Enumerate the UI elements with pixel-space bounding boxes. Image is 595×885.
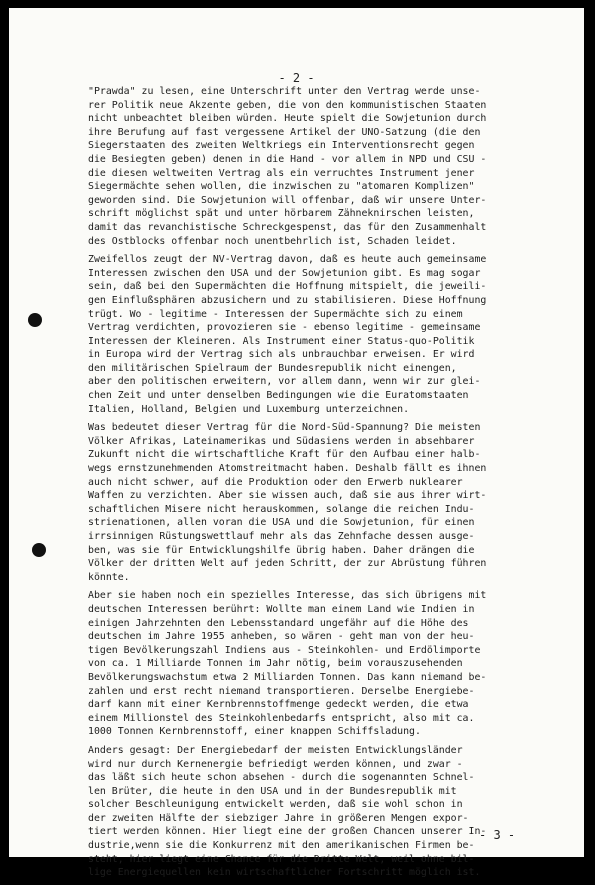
text-line: rer Politik neue Akzente geben, die von den kommunistischen Staaten (88, 99, 487, 111)
paragraph-1 (88, 85, 568, 248)
text-line: steht, hier liegt eine Chance für die Dritte Welt, weil ohne bil- (88, 853, 475, 865)
text-line: einem Millionstel des Steinkohlenbedarfs entspricht, also mit ca. (88, 712, 475, 724)
text-line: auch nicht schwer, auf die Produktion oder den Erwerb nuklearer (88, 476, 463, 488)
text-line: Was bedeutet dieser Vertrag für die Nord-Süd-Spannung? Die meisten (88, 422, 481, 434)
text-line: gen Einflußsphären abzusichern und zu stabilisieren. Diese Hoffnung (88, 294, 487, 306)
text-line: ihre Berufung auf fast vergessene Artikel der UNO-Satzung (die den (88, 126, 481, 138)
text-line: Völker der dritten Welt auf jeden Schritt, der zur Abrüstung führen (88, 558, 487, 570)
text-line: der zweiten Hälfte der siebziger Jahre in größeren Mengen expor- (88, 812, 469, 824)
text-line: des Ostblocks offenbar noch unentbehrlich ist, Schaden leidet. (88, 235, 457, 247)
page-number-footer: - 3 - (479, 828, 516, 842)
text-line: könnte. (88, 571, 130, 583)
punch-hole (28, 313, 42, 327)
text-line: ben, was sie für Entwicklungshilfe übrig haben. Daher drängen die (88, 544, 475, 556)
text-line: Völker Afrikas, Lateinamerikas und Südasiens werden in absehbarer (88, 435, 475, 447)
text-line: Italien, Holland, Belgien und Luxemburg unterzeichnen. (88, 403, 410, 415)
text-line: len Brüter, die heute in den USA und in der Bundesrepublik mit (88, 785, 457, 797)
text-line: in Europa wird der Vertrag sich als unbrauchbar erweisen. Er wird (88, 349, 475, 361)
text-line: schaftlichen Misere nicht herauskommen, solange die reichen Indu- (88, 503, 475, 515)
text-line: lige Energiequellen kein wirtschaftlicher Fortschritt möglich ist. (88, 867, 481, 879)
page-number-header: - 2 - (278, 71, 315, 85)
document-page (9, 8, 584, 879)
text-line: wegs ernstzunehmenden Atomstreitmacht haben. Deshalb fällt es ihnen (88, 463, 487, 475)
paragraph-2 (88, 253, 568, 416)
text-line: die diesen weltweiten Vertrag als ein verruchtes Instrument jener (88, 167, 475, 179)
text-line: einigen Jahrzehnten den Lebensstandard ungefähr auf die Höhe des (88, 617, 469, 629)
text-line: "Prawda" zu lesen, eine Unterschrift unter den Vertrag werde unse- (88, 86, 481, 97)
text-line: Siegerstaaten des zweiten Weltkriegs ein Interventionsrecht gegen (88, 140, 475, 152)
text-line: wird nur durch Kernenergie befriedigt werden können, und zwar - (88, 758, 463, 770)
text-line: den militärischen Spielraum der Bundesrepublik nicht einengen, (88, 362, 457, 374)
text-line: Interessen zwischen den USA und der Sowjetunion gibt. Es mag sogar (88, 267, 481, 279)
text-line: trügt. Wo - legitime - Interessen der Supermächte sich zu einem (88, 308, 463, 320)
text-line: tiert werden können. Hier liegt eine der großen Chancen unserer In- (88, 826, 487, 838)
text-line: irrsinnigen Rüstungswettlauf mehr als das Zehnfache dessen ausge- (88, 531, 475, 542)
text-line: strienationen, allen voran die USA und die Sowjetunion, für einen (88, 517, 475, 529)
text-line: zahlen und erst recht niemand transportieren. Derselbe Energiebe- (88, 685, 475, 697)
text-line: Vertrag verdichten, provozieren sie - ebenso legitime - gemeinsame (88, 322, 481, 334)
text-line: aber den politischen erweitern, vor allem dann, wenn wir zur glei- (88, 376, 481, 388)
text-line: tigen Bevölkerungszahl Indiens aus - Steinkohlen- und Erdölimporte (88, 644, 481, 656)
text-line: Siegermächte sehen wollen, die inzwischen zu "atomaren Komplizen" (88, 181, 475, 193)
text-line: Bevölkerungswachstum etwa 2 Milliarden Tonnen. Das kann niemand be- (88, 671, 487, 683)
text-line: die Besiegten geben) denen in die Hand - vor allem in NPD und CSU - (88, 153, 487, 165)
text-line: damit das revanchistische Schreckgespenst, das für den Zusammenhalt (88, 221, 487, 233)
text-line: 1000 Tonnen Kernbrennstoff, einer knappen Schiffsladung. (88, 726, 421, 738)
text-line: solcher Beschleunigung entwickelt werden, daß sie wohl schon in (88, 799, 463, 811)
punch-hole (32, 543, 46, 557)
text-line: geworden sind. Die Sowjetunion will offenbar, daß wir unsere Unter- (88, 194, 487, 206)
text-line: Anders gesagt: Der Energiebedarf der meisten Entwicklungsländer (88, 744, 463, 756)
text-line: Zweifellos zeugt der NV-Vertrag davon, daß es heute auch gemeinsame (88, 254, 487, 266)
paragraph-5 (88, 744, 568, 880)
text-line: Interessen der Kleineren. Als Instrument einer Status-quo-Politik (88, 335, 475, 347)
text-line: Aber sie haben noch ein spezielles Interesse, das sich übrigens mit (88, 590, 487, 602)
body-text (88, 85, 568, 885)
text-line: deutschen Interessen berührt: Wollte man einem Land wie Indien in (88, 603, 475, 615)
text-line: das läßt sich heute schon absehen - durch die sogenannten Schnel- (88, 772, 475, 784)
text-line: nicht unbeachtet bleiben würden. Heute spielt die Sowjetunion durch (88, 113, 487, 125)
paragraph-3 (88, 421, 568, 584)
text-line: dustrie,wenn sie die Konkurrenz mit den amerikanischen Firmen be- (88, 840, 475, 852)
text-line: deutschen im Jahre 1955 anheben, so wären - geht man von der heu- (88, 631, 475, 643)
text-line: Waffen zu verzichten. Aber sie wissen auch, daß sie aus ihrer wirt- (88, 490, 487, 502)
text-line: von ca. 1 Milliarde Tonnen im Jahr nötig, beim vorauszusehenden (88, 658, 463, 670)
text-line: chen Zeit und unter denselben Bedingungen wie die Euratomstaaten (88, 390, 469, 402)
text-line: darf kann mit einer Kernbrennstoffmenge gedeckt werden, die etwa (88, 699, 469, 711)
text-line: Zukunft nicht die wirtschaftliche Kraft für den Aufbau einer halb- (88, 449, 481, 461)
text-line: schrift möglichst spät und unter hörbarem Zähneknirschen leisten, (88, 208, 475, 220)
text-line: sein, daß bei den Supermächten die Hoffnung mitspielt, die jeweili- (88, 281, 487, 293)
paragraph-4 (88, 589, 568, 739)
